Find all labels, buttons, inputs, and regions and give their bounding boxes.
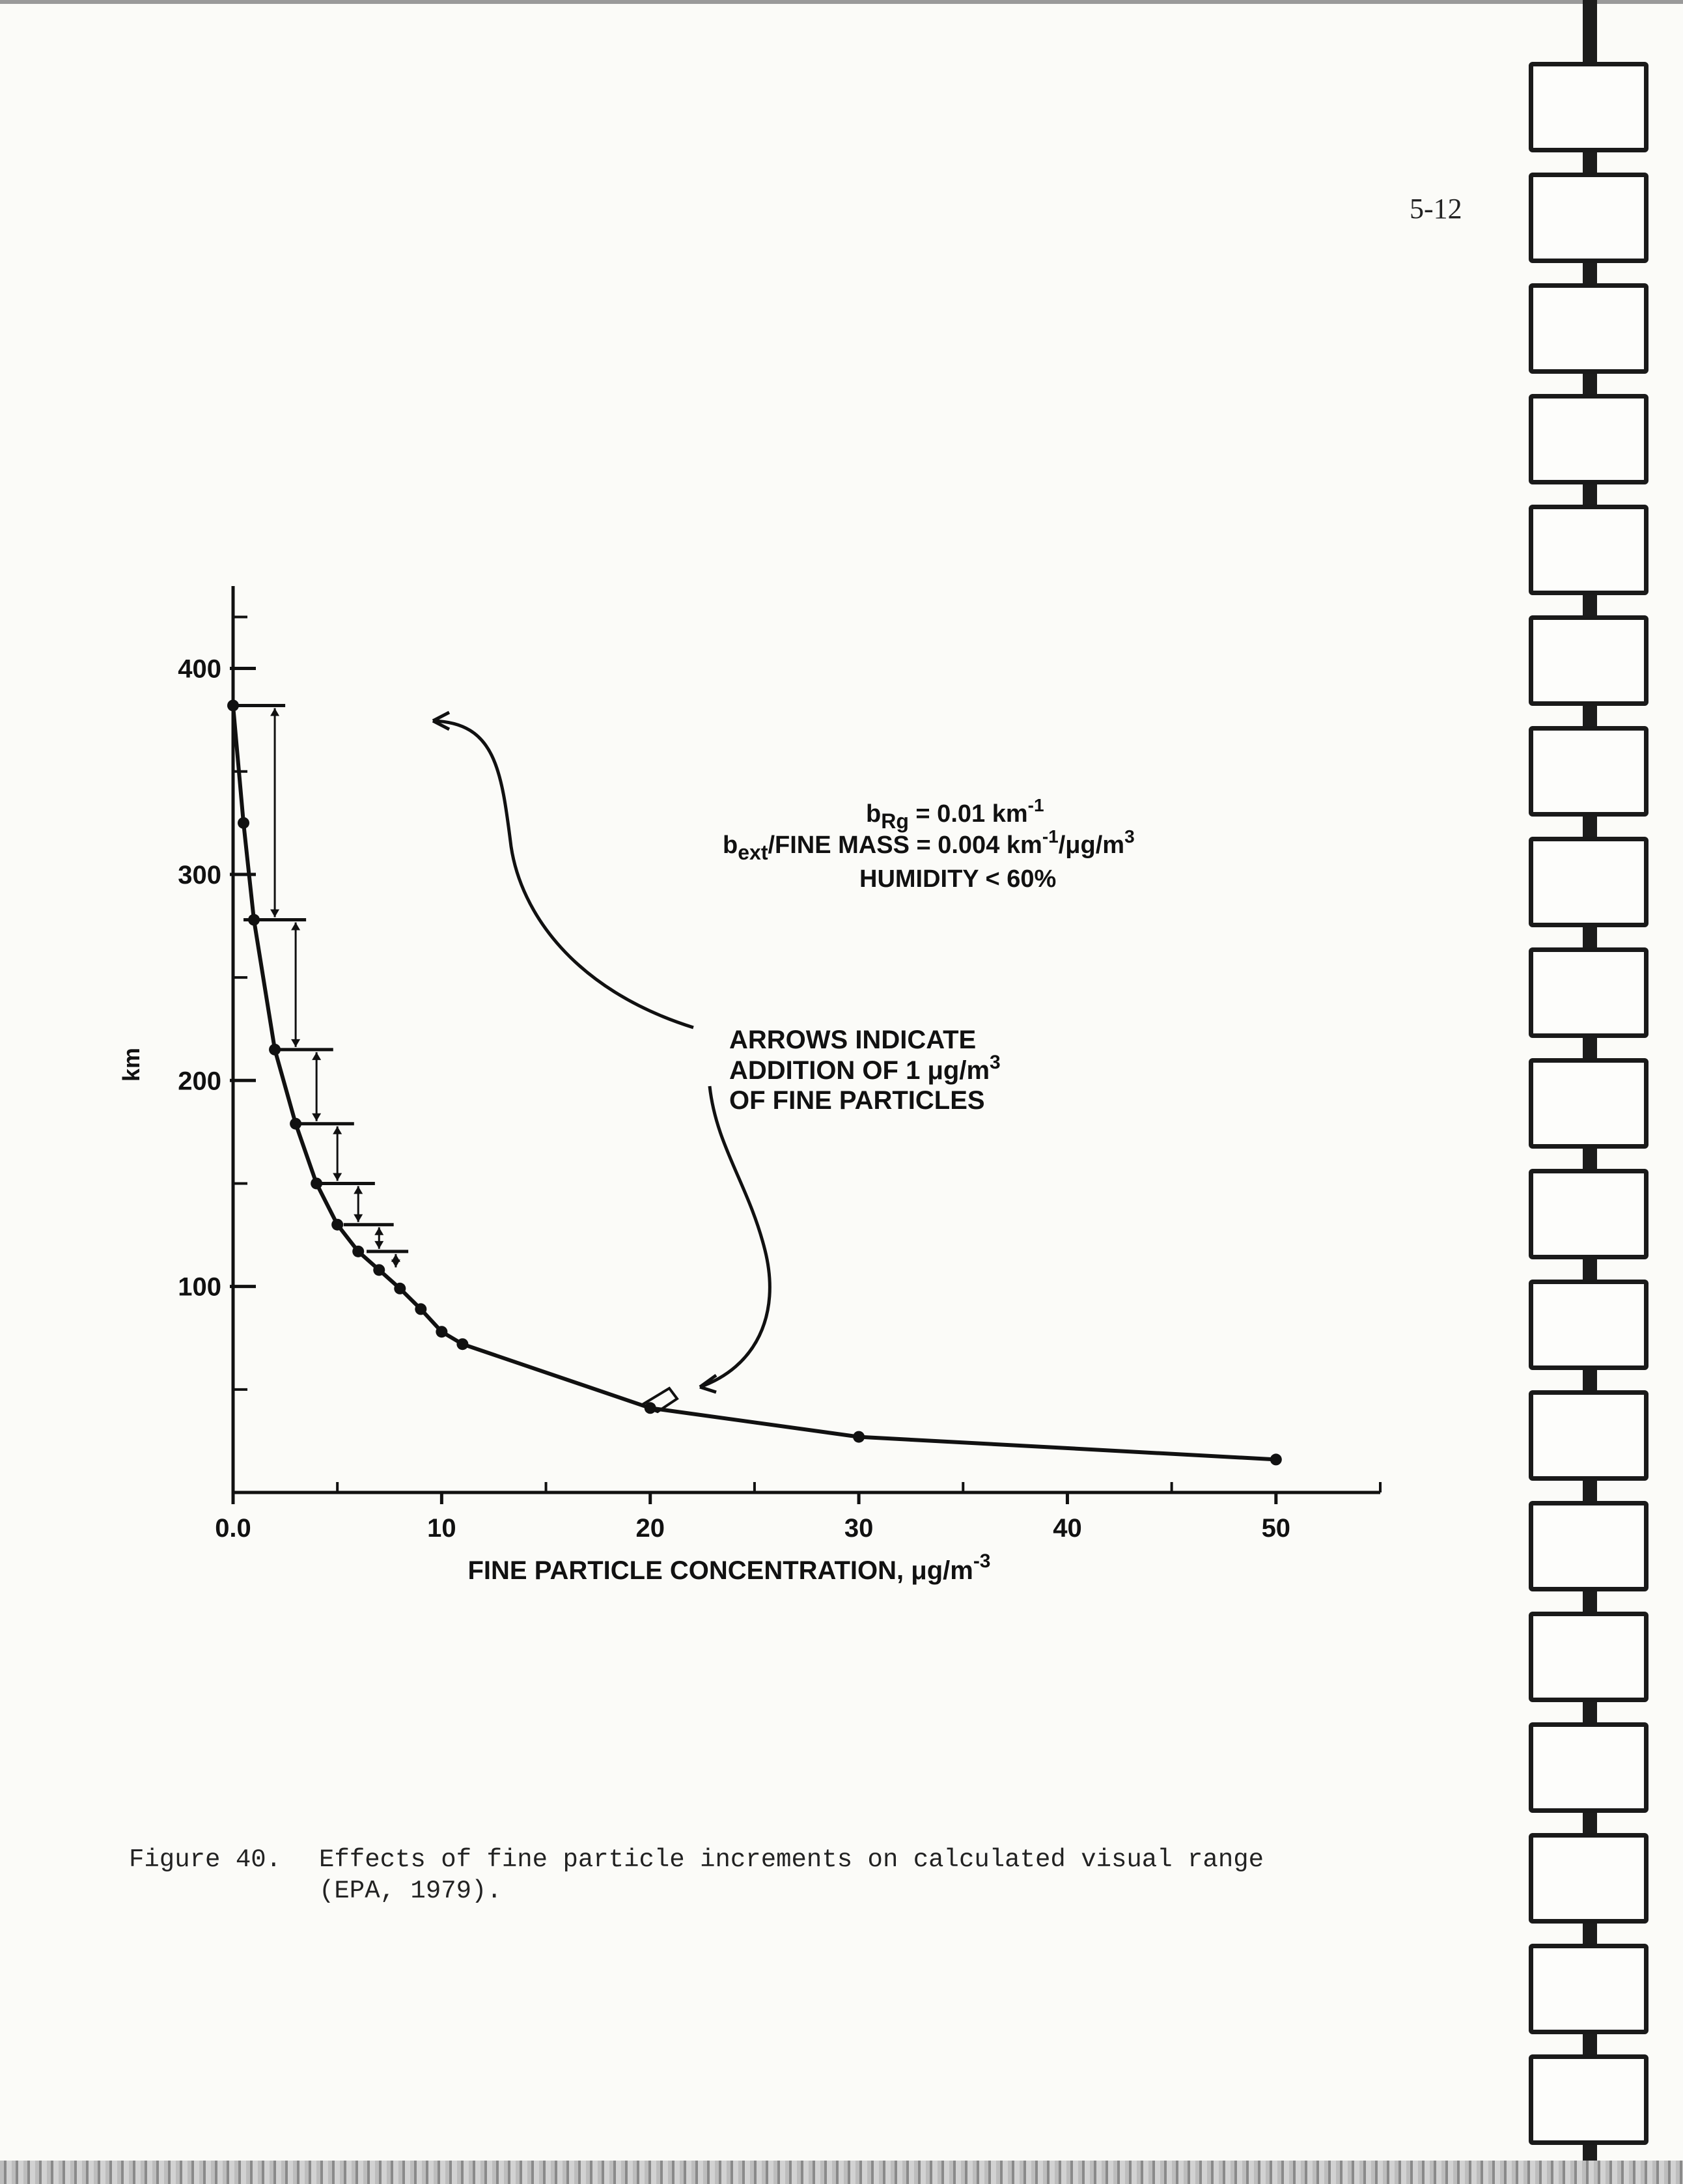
- data-point: [456, 1338, 468, 1350]
- binding-ring: [1529, 1280, 1648, 1370]
- params-line-3: HUMIDITY < 60%: [859, 865, 1057, 893]
- binding-ring: [1529, 2054, 1648, 2145]
- arrows-note-line-2-sup: 3: [990, 1052, 1001, 1073]
- increment-arrow-head-up: [374, 1227, 383, 1235]
- y-axis-label: km: [118, 1047, 145, 1082]
- arrows-note-line-2: [729, 1052, 1001, 1085]
- x-axis-label-sup: -3: [973, 1550, 991, 1572]
- increment-arrow-head-up: [312, 1052, 321, 1060]
- x-tick-label: 30: [844, 1514, 874, 1543]
- page-bottom-edge: [0, 2161, 1683, 2184]
- binding-ring: [1529, 283, 1648, 374]
- binding-ring: [1529, 1833, 1648, 1924]
- binding-ring: [1529, 1058, 1648, 1149]
- increment-arrow-head-down: [291, 1039, 300, 1047]
- binding-ring: [1529, 1169, 1648, 1259]
- x-tick-label: 50: [1261, 1514, 1291, 1543]
- arrows-note-line-1: ARROWS INDICATE: [729, 1026, 977, 1054]
- y-tick-label: 100: [178, 1272, 221, 1302]
- binding-ring: [1529, 1722, 1648, 1813]
- data-point: [227, 699, 239, 711]
- binding-ring: [1529, 837, 1648, 927]
- page-number: 5-12: [1410, 193, 1462, 225]
- data-point: [352, 1246, 364, 1257]
- binding-ring: [1529, 173, 1648, 263]
- increment-arrow-head-up: [291, 923, 300, 931]
- increment-arrow-head-down: [354, 1214, 363, 1222]
- data-point: [331, 1219, 343, 1231]
- increment-arrow-head-down: [391, 1259, 400, 1267]
- arrows-note: [729, 1026, 1001, 1115]
- params-l2-sup2: 3: [1124, 826, 1135, 847]
- caption-text-2: (EPA, 1979).: [319, 1877, 502, 1905]
- caption-label: Figure 40.: [129, 1845, 282, 1874]
- data-point: [436, 1326, 447, 1337]
- arrows-note-line-3: OF FINE PARTICLES: [729, 1086, 985, 1115]
- data-point: [311, 1177, 322, 1189]
- params-line-2: [723, 826, 1135, 864]
- params-l2-b: b: [723, 832, 738, 859]
- y-tick-label: 300: [178, 860, 221, 889]
- params-l2-sub: ext: [738, 841, 768, 864]
- x-tick-label: 20: [635, 1514, 665, 1543]
- increment-arrow-head-up: [354, 1186, 363, 1194]
- params-l1-b: b: [866, 800, 882, 828]
- pointer-arrow-upper: [433, 721, 693, 1028]
- x-tick-label: 10: [427, 1514, 456, 1543]
- binding-ring: [1529, 947, 1648, 1038]
- data-point: [248, 914, 260, 926]
- increment-arrow-head-up: [270, 708, 279, 716]
- params-l1-sup: -1: [1027, 795, 1044, 815]
- params-l2-rest: /FINE MASS = 0.004 km: [768, 832, 1042, 859]
- data-point: [269, 1044, 281, 1056]
- binding-ring: [1529, 1390, 1648, 1481]
- increment-arrow-head-down: [374, 1241, 383, 1249]
- y-tick-label: 400: [178, 654, 221, 684]
- x-tick-label: 40: [1053, 1514, 1082, 1543]
- x-axis-label-text: FINE PARTICLE CONCENTRATION, μg/m: [467, 1556, 973, 1585]
- increment-arrow-head-down: [270, 910, 279, 917]
- binding-ring: [1529, 615, 1648, 706]
- binding-ring: [1529, 1612, 1648, 1702]
- binding-ring: [1529, 1944, 1648, 2034]
- params-line-1: [866, 795, 1044, 833]
- binding-ring: [1529, 1501, 1648, 1591]
- spiral-binding: [1517, 0, 1683, 2184]
- params-l2-tail: /μg/m: [1058, 832, 1125, 859]
- params-l1-rest: = 0.01 km: [908, 800, 1028, 828]
- increment-arrow-head-down: [312, 1113, 321, 1121]
- figure-caption: [129, 1844, 1366, 1907]
- data-point: [853, 1431, 865, 1443]
- x-tick-label: 0.0: [215, 1514, 251, 1543]
- binding-ring: [1529, 394, 1648, 484]
- parameters-note: [723, 795, 1135, 893]
- pointer-arrow-lower: [700, 1086, 770, 1387]
- data-point: [1270, 1453, 1282, 1465]
- data-point: [394, 1283, 406, 1295]
- data-point: [415, 1303, 426, 1315]
- data-point: [290, 1118, 301, 1130]
- binding-ring: [1529, 726, 1648, 817]
- increment-arrow-head-down: [333, 1173, 342, 1181]
- data-point: [238, 817, 249, 829]
- params-l2-sup: -1: [1042, 826, 1059, 847]
- arrows-note-line-2-text: ADDITION OF 1 μg/m: [729, 1056, 990, 1085]
- params-l1-sub: Rg: [881, 809, 909, 833]
- binding-ring: [1529, 62, 1648, 152]
- increment-arrow-head-up: [333, 1127, 342, 1134]
- y-tick-label: 200: [178, 1067, 221, 1096]
- pointer-arrows: [433, 712, 770, 1412]
- data-point: [373, 1264, 385, 1276]
- x-axis-label: [468, 1550, 991, 1585]
- caption-text: Effects of fine particle increments on calculated visual range: [319, 1845, 1264, 1874]
- binding-ring: [1529, 505, 1648, 595]
